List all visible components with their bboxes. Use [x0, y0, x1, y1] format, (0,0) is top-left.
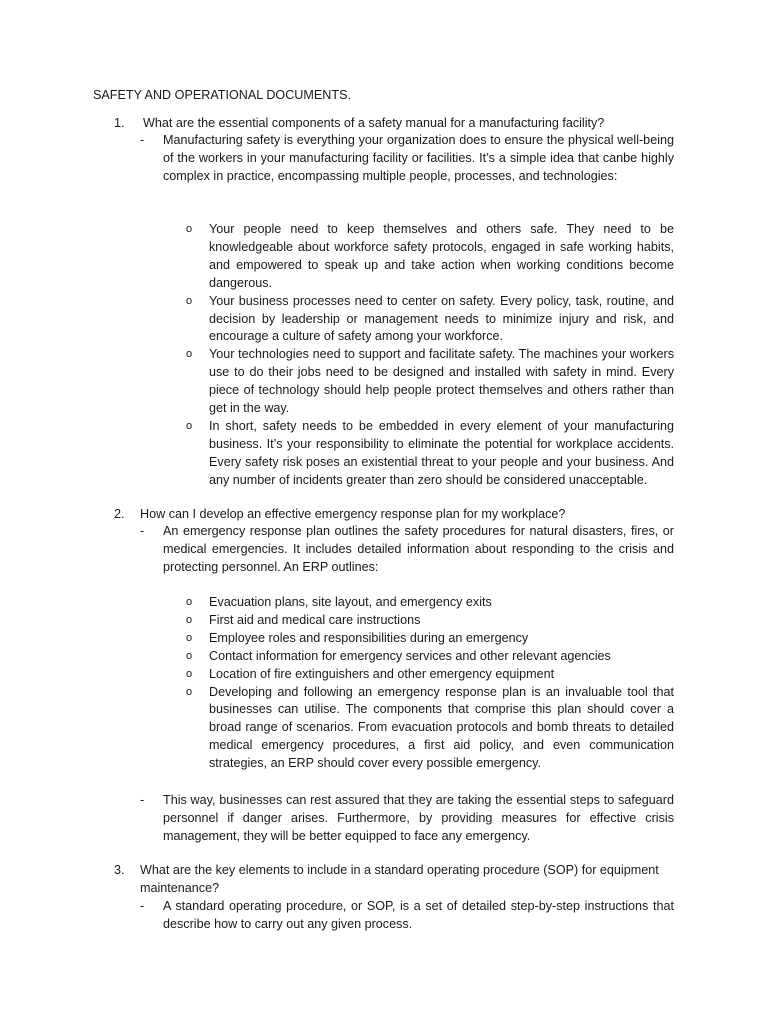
list-item-text: Your people need to keep themselves and others safe. They need to be knowledgeable about workforce safety protocols, engaged in safe working habits, and empowered to speak up and take action when working conditions become dangerous. — [209, 222, 674, 290]
list-item-text: Location of fire extinguishers and other emergency equipment — [209, 666, 555, 681]
bullet-list-2 — [0, 594, 768, 773]
bullet-marker: o — [186, 667, 193, 680]
question-text: What are the essential components of a safety manual for a manufacturing facility? — [143, 116, 605, 130]
bullet-marker: o — [186, 348, 193, 361]
closing-text: This way, businesses can rest assured that they are taking the essential steps to safeguard personnel if danger arises. Furthermore, by providing measures for effective crisis management, they will be better equipped to face any emergency. — [163, 793, 674, 843]
list-item — [0, 666, 768, 684]
question-text: How can I develop an effective emergency response plan for my workplace? — [140, 507, 566, 521]
list-item-text: Employee roles and responsibilities during an emergency — [209, 630, 529, 645]
bullet-list-1 — [0, 221, 768, 490]
document-title: SAFETY AND OPERATIONAL DOCUMENTS. — [93, 88, 351, 102]
list-item — [0, 648, 768, 666]
question-number: 2. — [114, 507, 125, 521]
bullet-marker: o — [186, 223, 193, 235]
question-number: 1. — [114, 116, 125, 130]
dash-marker: - — [140, 793, 145, 807]
bullet-marker: o — [186, 596, 193, 608]
list-item-text: Developing and following an emergency response plan is an invaluable tool that businesses can utilise. The components that comprise this plan should cover a broad range of scenarios. From evacuation protocols and bomb threats to detailed medical emergency procedures, a first aid policy, and even communication strategies, an ERP should cover every possible emergency. — [209, 684, 674, 771]
list-item — [0, 684, 768, 774]
list-item — [0, 346, 768, 418]
answer-text: An emergency response plan outlines the safety procedures for natural disasters, fires, or medical emergencies. It includes detailed information about responding to the crisis and protecting personnel. An ERP outlines: — [163, 524, 674, 574]
answer-text: A standard operating procedure, or SOP, is a set of detailed step-by-step instructions that describe how to carry out any given process. — [163, 899, 674, 931]
dash-marker: - — [140, 133, 145, 147]
list-item — [0, 418, 768, 490]
dash-marker: - — [140, 524, 145, 538]
bullet-marker: o — [186, 613, 193, 626]
bullet-marker: o — [186, 419, 193, 432]
list-item-text: Evacuation plans, site layout, and emergency exits — [209, 595, 492, 609]
bullet-marker: o — [186, 649, 193, 662]
dash-marker: - — [140, 899, 145, 913]
bullet-marker: o — [186, 294, 193, 307]
list-item — [0, 293, 768, 347]
answer-text: Manufacturing safety is everything your organization does to ensure the physical well-being of the workers in your manufacturing facility or facilities. It’s a simple idea that canbe highly complex in practice, encompassing multiple people, processes, and technologies: — [163, 133, 674, 183]
list-item — [0, 612, 768, 630]
list-item — [0, 594, 768, 612]
list-item — [0, 221, 768, 293]
bullet-marker: o — [186, 631, 193, 644]
question-number: 3. — [114, 863, 125, 877]
list-item-text: Contact information for emergency services and other relevant agencies — [209, 648, 611, 663]
list-item-text: In short, safety needs to be embedded in every element of your manufacturing business. It’s your responsibility to eliminate the potential for workplace accidents. Every safety risk poses an existential threat to your people and your business. And any number of incidents greater than zero should be considered unacceptable. — [209, 418, 674, 487]
question-text: What are the key elements to include in a standard operating procedure (SOP) for equipment maintenance? — [140, 863, 659, 895]
list-item-text: Your technologies need to support and facilitate safety. The machines your workers use to do their jobs need to be designed and installed with safety in mind. Every piece of technology should help people protect themselves and others rather than get in the way. — [209, 347, 674, 416]
list-item-text: Your business processes need to center on safety. Every policy, task, routine, and decision by leadership or management needs to minimize injury and risk, and encourage a culture of safety among your workforce. — [209, 293, 674, 344]
list-item — [0, 630, 768, 648]
bullet-marker: o — [186, 685, 193, 698]
list-item-text: First aid and medical care instructions — [209, 612, 421, 627]
